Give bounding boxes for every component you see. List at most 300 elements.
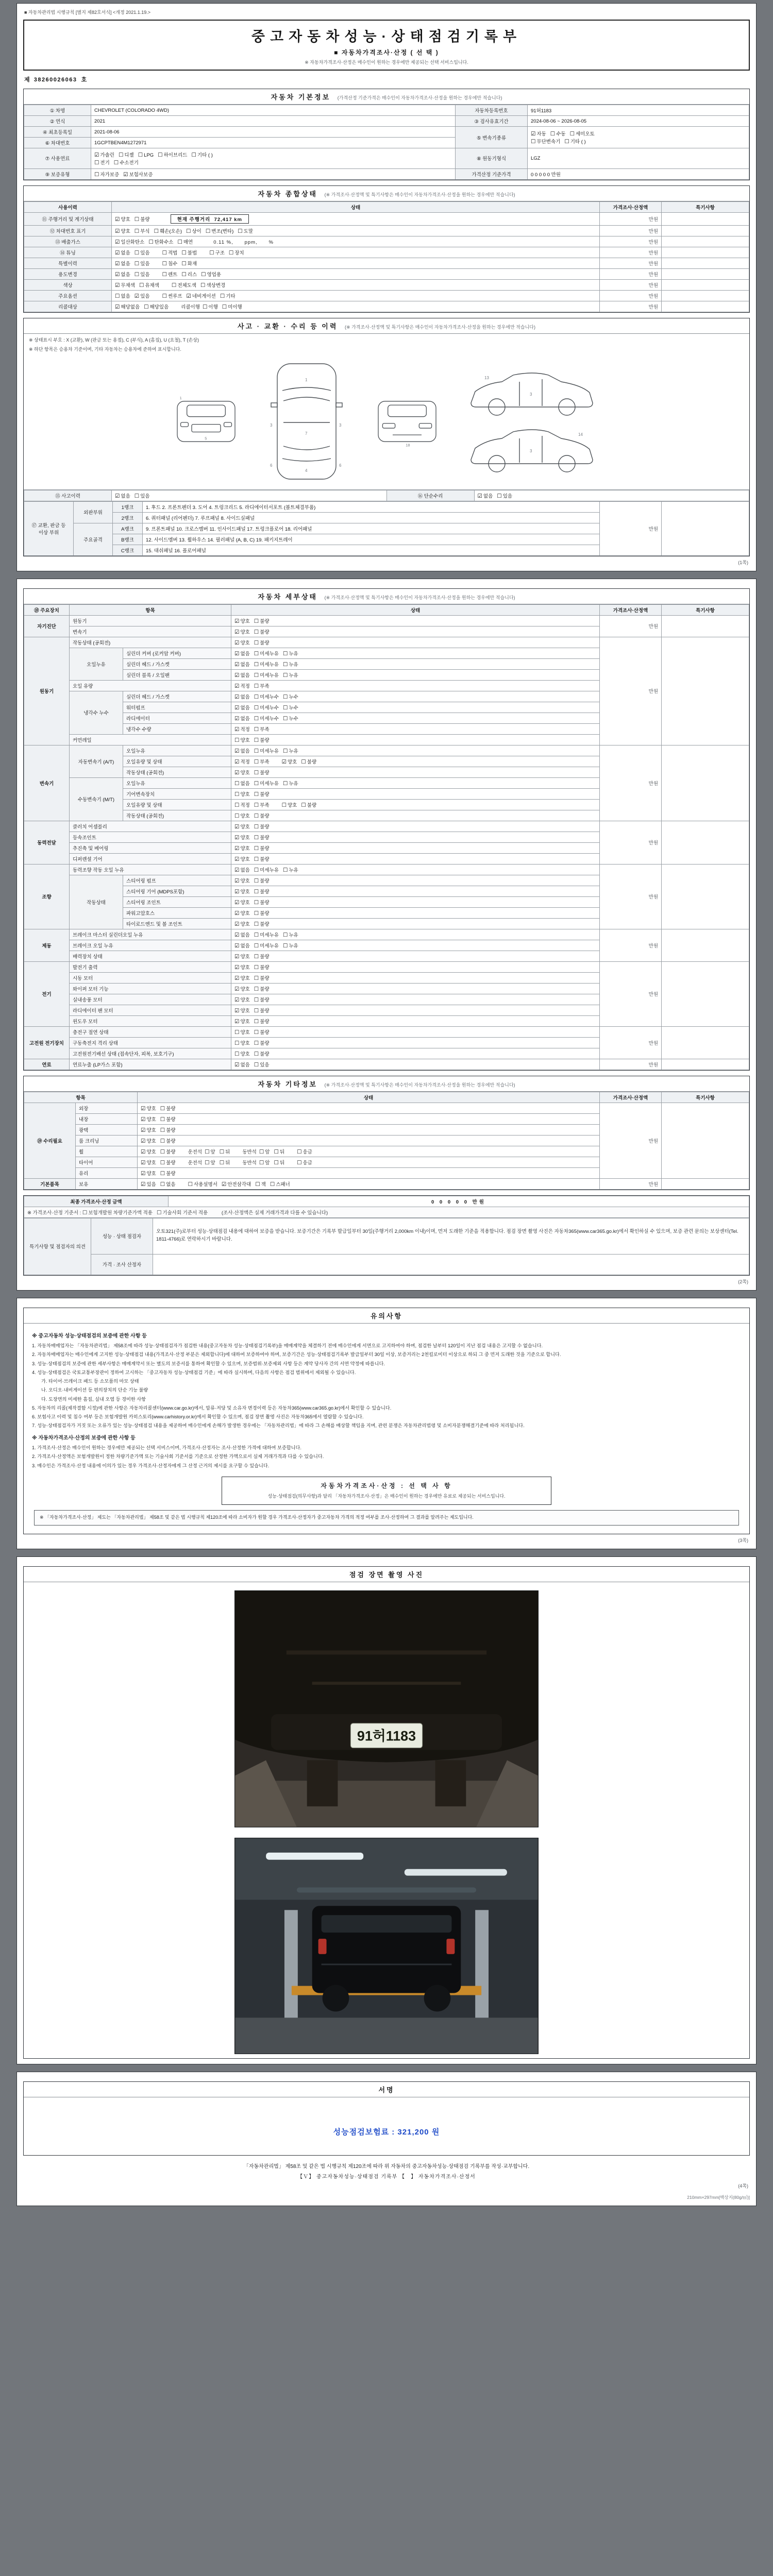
checkbox-label: 양호 <box>121 216 130 223</box>
checkbox-checked[interactable] <box>531 130 546 137</box>
checkbox[interactable] <box>94 171 119 178</box>
checkbox-label: 불량 <box>166 1138 176 1144</box>
checkbox[interactable] <box>254 963 270 971</box>
checkbox-checked[interactable] <box>234 660 250 668</box>
checkbox-checked[interactable] <box>234 909 250 917</box>
checkbox-checked[interactable] <box>123 171 153 178</box>
item-cell: 브레이크 오일 누유 <box>70 940 231 951</box>
checkbox-checked-icon: ☑ <box>234 661 240 668</box>
checkbox[interactable] <box>254 1007 270 1014</box>
checkbox-checked[interactable] <box>234 1061 250 1068</box>
price-cell: 만원 <box>600 637 662 745</box>
checkbox[interactable] <box>283 650 298 657</box>
checkbox[interactable] <box>119 151 134 158</box>
checkbox-checked[interactable] <box>234 920 250 927</box>
paper-spec: 210mm×297mm[백상지(80g/㎡)] <box>687 2195 750 2200</box>
check-options <box>234 792 282 798</box>
basic-info-note: (가격산정 기준가격은 매수인이 자동차가격조사·산정을 원하는 경우에만 적습니다) <box>337 95 502 100</box>
checkbox[interactable] <box>229 249 244 256</box>
checkbox[interactable] <box>564 138 585 145</box>
checkbox[interactable] <box>160 1126 176 1133</box>
table-row <box>24 105 749 116</box>
checkbox[interactable] <box>160 1180 176 1188</box>
checkbox-label: 이행 <box>208 304 218 310</box>
checkbox-checked[interactable] <box>234 996 250 1003</box>
item-cell: 원동기 <box>70 615 231 626</box>
checkbox[interactable] <box>255 1180 266 1188</box>
checkbox-checked[interactable] <box>187 292 216 299</box>
checkbox[interactable] <box>162 260 178 267</box>
checkbox-checked[interactable] <box>135 292 150 299</box>
checkbox-checked[interactable] <box>141 1126 156 1133</box>
checkbox-checked-icon: ☑ <box>234 769 240 776</box>
year-value: 2021 <box>91 116 456 127</box>
checkbox[interactable] <box>181 260 197 267</box>
checkbox[interactable] <box>181 249 197 256</box>
checkbox-label: 있음 <box>140 250 150 256</box>
checkbox[interactable] <box>154 227 182 234</box>
check-group <box>94 151 452 158</box>
checkbox[interactable] <box>254 660 279 668</box>
checkbox-icon: ☐ <box>282 931 288 938</box>
checkbox-checked[interactable] <box>234 888 250 895</box>
checkbox-checked[interactable] <box>234 682 250 689</box>
checkbox-label: 양호 <box>240 986 250 992</box>
checkbox-icon: ☐ <box>160 1148 165 1155</box>
price-cell: 만원 <box>600 615 662 637</box>
check-group <box>531 138 746 145</box>
checkbox[interactable] <box>157 1209 208 1216</box>
checkbox[interactable] <box>254 725 270 733</box>
checkbox[interactable] <box>234 779 250 787</box>
checkbox-checked[interactable] <box>115 281 135 289</box>
checkbox[interactable] <box>254 866 279 873</box>
checkbox[interactable] <box>254 899 270 906</box>
status-cell <box>112 268 600 279</box>
checkbox-label: 불량 <box>140 216 150 223</box>
checkbox-label: 양호 <box>240 1051 250 1057</box>
table-header-row <box>24 604 749 615</box>
checkbox[interactable] <box>160 1148 176 1155</box>
checkbox-label: 미세누수 <box>260 716 279 722</box>
checkbox[interactable] <box>254 1028 270 1036</box>
checkbox-checked[interactable] <box>234 769 250 776</box>
checkbox-label: 세미오토 <box>575 131 595 137</box>
etc-note: (※ 가격조사·산정액 및 특기사항은 매수인이 자동차가격조사·산정을 원하는 경우에만 적습니다) <box>324 1082 515 1088</box>
checkbox[interactable] <box>254 671 279 679</box>
checkbox[interactable] <box>234 1039 250 1046</box>
check-group <box>234 996 274 1003</box>
checkbox-icon: ☐ <box>255 1181 260 1188</box>
checkbox[interactable] <box>162 292 182 299</box>
checkbox[interactable] <box>283 931 298 938</box>
checkbox[interactable] <box>254 769 270 776</box>
check-options <box>234 630 282 635</box>
checkbox[interactable] <box>254 1050 270 1057</box>
checkbox[interactable] <box>254 693 279 700</box>
checkbox-icon: ☐ <box>181 249 187 256</box>
checkbox[interactable] <box>160 1115 176 1123</box>
checkbox[interactable] <box>254 996 270 1003</box>
checkbox-checked[interactable] <box>222 1180 251 1188</box>
checkbox[interactable] <box>297 1148 312 1155</box>
checkbox-checked-icon: ☑ <box>234 1018 240 1025</box>
checkbox-label: 부식 <box>140 228 150 234</box>
check-options <box>115 250 257 256</box>
checkbox[interactable] <box>160 1170 176 1177</box>
checkbox[interactable] <box>283 779 298 787</box>
checkbox-checked[interactable] <box>234 866 250 873</box>
checkbox-checked[interactable] <box>141 1159 156 1166</box>
status-cell <box>112 279 600 290</box>
checkbox-checked[interactable] <box>234 823 250 830</box>
page-marker-1: (1쪽) <box>738 560 748 565</box>
checkbox[interactable] <box>254 1061 270 1068</box>
notice-item: 1. 가격조사·산정은 매수인이 원하는 경우에만 제공되는 선택 서비스이며, 가격조사·산정자는 조사·산정한 가격에 대하여 보증합니다. <box>32 1445 301 1450</box>
checkbox-label: 디젤 <box>124 152 134 158</box>
checkbox-label: 불량 <box>260 921 270 927</box>
checkbox[interactable] <box>238 227 253 234</box>
checkbox[interactable] <box>254 985 270 992</box>
checkbox-checked[interactable] <box>115 492 130 499</box>
checkbox[interactable] <box>162 249 178 256</box>
checkbox-label: 자가보증 <box>100 172 120 178</box>
notice-item: 3. 매수인은 가격조사·산정 내용에 이의가 있는 경우 가격조사·산정자에게 그 산정 근거의 제시를 요구할 수 있습니다. <box>32 1463 270 1468</box>
checkbox-checked-icon: ☑ <box>477 493 482 499</box>
checkbox[interactable] <box>205 1148 215 1155</box>
checkbox-icon: ☐ <box>181 271 187 278</box>
checkbox[interactable] <box>282 801 297 808</box>
accident-legend-1: ※ 상태표시 부호 : X (교환), W (판금 또는 용접), C (부식), A (흠집), U (요철), T (손상) <box>29 337 199 343</box>
checkbox[interactable] <box>254 758 270 765</box>
checkbox[interactable] <box>203 303 218 310</box>
checkbox[interactable] <box>283 693 298 700</box>
status-cell <box>231 648 600 658</box>
checkbox[interactable] <box>115 292 130 299</box>
checkbox[interactable] <box>148 238 173 245</box>
checkbox-checked[interactable] <box>141 1137 156 1144</box>
checkbox-checked[interactable] <box>115 215 130 223</box>
checkbox[interactable] <box>234 1050 250 1057</box>
check-options <box>115 304 255 310</box>
checkbox[interactable] <box>234 790 250 798</box>
etc-table <box>24 1092 749 1190</box>
checkbox-label: 잭 <box>261 1181 266 1188</box>
checkbox[interactable] <box>270 1180 290 1188</box>
checkbox[interactable] <box>209 249 225 256</box>
checkbox[interactable] <box>254 834 270 841</box>
checkbox[interactable] <box>205 1159 215 1166</box>
appraiser-role-label: 가격 · 조사 산정자 <box>91 1254 153 1275</box>
license-plate-text: 91허1183 <box>357 1728 416 1744</box>
checkbox[interactable] <box>283 671 298 679</box>
status-cell <box>231 875 600 886</box>
checkbox[interactable] <box>200 281 225 289</box>
status-cell <box>231 929 600 940</box>
checkbox[interactable] <box>259 1159 270 1166</box>
status-cell <box>231 1048 600 1059</box>
accident-history-options <box>112 490 387 501</box>
checkbox-checked[interactable] <box>234 974 250 981</box>
checkbox-icon: ☐ <box>139 282 144 289</box>
checkbox-checked-icon: ☑ <box>234 888 240 895</box>
checkbox[interactable] <box>283 747 298 754</box>
checkbox[interactable] <box>254 1039 270 1046</box>
checkbox[interactable] <box>254 844 270 852</box>
checkbox-checked[interactable] <box>115 249 130 256</box>
checkbox-label: 안전삼각대 <box>227 1181 251 1188</box>
checkbox-checked[interactable] <box>234 704 250 711</box>
checkbox-checked[interactable] <box>115 303 140 310</box>
checkbox-checked[interactable] <box>234 1007 250 1014</box>
col-note: 특기사항 <box>662 604 749 615</box>
checkbox[interactable] <box>160 1105 176 1112</box>
checkbox[interactable] <box>254 974 270 981</box>
checkbox-label: 없음 <box>166 1181 176 1188</box>
checkbox[interactable] <box>254 931 279 938</box>
checkbox-checked[interactable] <box>115 238 144 245</box>
item-cell: 오일누유 <box>123 745 231 756</box>
checkbox-checked[interactable] <box>234 963 250 971</box>
checkbox[interactable] <box>254 888 270 895</box>
checkbox[interactable] <box>254 942 279 949</box>
item-cell: 유리 <box>76 1167 138 1178</box>
check-options <box>234 824 282 830</box>
detail-row <box>24 745 749 756</box>
check-group <box>234 1050 274 1057</box>
checkbox-checked[interactable] <box>234 725 250 733</box>
checkbox-checked[interactable] <box>234 693 250 700</box>
checkbox-checked[interactable] <box>234 650 250 657</box>
device-cell: 변속기 <box>24 745 70 821</box>
checkbox[interactable] <box>301 758 316 765</box>
checkbox-checked[interactable] <box>141 1180 156 1188</box>
checkbox[interactable] <box>254 628 270 635</box>
note-cell <box>662 615 749 637</box>
checkbox-icon: ☐ <box>205 1159 210 1166</box>
checkbox-checked[interactable] <box>234 1018 250 1025</box>
checkbox-checked[interactable] <box>234 639 250 646</box>
svg-text:1: 1 <box>305 377 308 382</box>
checkbox[interactable] <box>283 866 298 873</box>
status-cell <box>231 832 600 842</box>
checkbox[interactable] <box>222 303 242 310</box>
checkbox[interactable] <box>274 1148 284 1155</box>
checkbox[interactable] <box>220 292 236 299</box>
checkbox[interactable] <box>301 801 316 808</box>
checkbox[interactable] <box>206 227 233 234</box>
checkbox[interactable] <box>94 159 110 166</box>
checkbox-label: 없음 <box>240 716 250 722</box>
device-cell: 연료 <box>24 1059 70 1070</box>
checkbox[interactable] <box>254 909 270 917</box>
checkbox[interactable] <box>274 1159 284 1166</box>
checkbox[interactable] <box>531 138 560 145</box>
checkbox[interactable] <box>160 1137 176 1144</box>
checkbox[interactable] <box>162 270 178 278</box>
etc-title-text: 자동차 기타정보 <box>258 1080 317 1088</box>
check-group <box>234 855 274 862</box>
notice-price-survey-heading: ※ 자동차가격조사·산정의 보증에 관한 사항 등 <box>32 1435 136 1441</box>
checkbox-checked[interactable] <box>234 899 250 906</box>
checkbox-checked[interactable] <box>94 151 114 158</box>
checkbox-label: 미세누유 <box>260 662 279 668</box>
checkbox-checked[interactable] <box>141 1170 156 1177</box>
checkbox-checked[interactable] <box>234 844 250 852</box>
checkbox[interactable] <box>160 1159 176 1166</box>
checkbox[interactable] <box>259 1148 270 1155</box>
checkbox[interactable] <box>254 747 279 754</box>
checkbox[interactable] <box>283 704 298 711</box>
checkbox[interactable] <box>135 227 150 234</box>
checkbox[interactable] <box>234 1028 250 1036</box>
checkbox[interactable] <box>234 801 250 808</box>
checkbox-icon: ☐ <box>205 1148 210 1155</box>
checkbox[interactable] <box>254 715 279 722</box>
checkbox[interactable] <box>254 823 270 830</box>
item-cell: 내장 <box>76 1113 138 1124</box>
row-label: ⑬ 배출가스 <box>24 236 112 247</box>
svg-text:5: 5 <box>205 435 207 440</box>
checkbox[interactable] <box>550 130 566 137</box>
checkbox-checked[interactable] <box>234 617 250 624</box>
row-label: 주요옵션 <box>24 290 112 301</box>
checkbox[interactable] <box>497 492 512 499</box>
rank-b-label: B랭크 <box>113 534 143 545</box>
status-cell <box>231 669 600 680</box>
item-cell: 등속조인트 <box>70 832 231 842</box>
checkbox[interactable] <box>254 1018 270 1025</box>
checkbox[interactable] <box>82 1209 153 1216</box>
checkbox-checked[interactable] <box>234 877 250 884</box>
checkbox[interactable] <box>254 682 270 689</box>
checkbox[interactable] <box>144 303 169 310</box>
checkbox[interactable] <box>254 855 270 862</box>
checkbox[interactable] <box>254 801 270 808</box>
checkbox[interactable] <box>254 812 270 819</box>
checkbox-checked-icon: ☑ <box>234 650 240 657</box>
detail-row <box>24 637 749 648</box>
checkbox[interactable] <box>220 1148 230 1155</box>
checkbox[interactable] <box>297 1159 312 1166</box>
checkbox-checked[interactable] <box>115 227 130 234</box>
checkbox[interactable] <box>254 736 270 743</box>
check-options <box>115 494 162 499</box>
exchange-note-cell <box>662 501 749 555</box>
checkbox[interactable] <box>135 270 150 278</box>
checkbox[interactable] <box>220 1159 230 1166</box>
checkbox-checked[interactable] <box>234 628 250 635</box>
item-cell: 실린더 헤드 / 가스켓 <box>123 691 231 702</box>
accident-simple-table <box>24 490 749 501</box>
checkbox-checked[interactable] <box>141 1148 156 1155</box>
final-price-value <box>169 1196 749 1207</box>
checkbox[interactable] <box>177 238 193 245</box>
checkbox-label: 양호 <box>146 1138 156 1144</box>
check-options <box>234 835 282 841</box>
item-cell: 오일유량 및 상태 <box>123 799 231 810</box>
status-cell <box>231 896 600 907</box>
checkbox[interactable] <box>135 249 150 256</box>
checkbox-icon: ☐ <box>259 1159 264 1166</box>
checkbox-checked-icon: ☑ <box>141 1116 146 1123</box>
checkbox[interactable] <box>254 650 279 657</box>
first-reg-label: ④ 최초등록일 <box>24 127 91 138</box>
check-group <box>282 758 321 765</box>
checkbox-checked[interactable] <box>234 715 250 722</box>
checkbox-checked[interactable] <box>234 953 250 960</box>
checkbox[interactable] <box>254 617 270 624</box>
checkbox[interactable] <box>283 715 298 722</box>
checkbox-checked[interactable] <box>234 758 250 765</box>
checkbox[interactable] <box>201 270 221 278</box>
checkbox[interactable] <box>135 215 150 223</box>
checkbox[interactable] <box>254 639 270 646</box>
checkbox-checked[interactable] <box>282 758 297 765</box>
checkbox-checked-icon: ☑ <box>234 899 240 906</box>
signature-body <box>24 2097 749 2155</box>
checkbox[interactable] <box>139 281 159 289</box>
checkbox[interactable] <box>234 812 250 819</box>
checkbox[interactable] <box>254 790 270 798</box>
note-cell <box>662 745 749 821</box>
checkbox[interactable] <box>234 736 250 743</box>
checkbox[interactable] <box>138 152 154 158</box>
checkbox[interactable] <box>114 159 139 166</box>
check-options <box>234 749 311 754</box>
checkbox[interactable] <box>188 1180 217 1188</box>
checkbox-checked[interactable] <box>115 270 130 278</box>
checkbox-checked[interactable] <box>234 747 250 754</box>
check-options <box>234 1041 282 1046</box>
checkbox[interactable] <box>186 227 201 234</box>
checkbox[interactable] <box>570 130 595 137</box>
checkbox[interactable] <box>158 151 187 158</box>
checkbox-checked[interactable] <box>234 671 250 679</box>
checkbox-checked[interactable] <box>141 1115 156 1123</box>
checkbox[interactable] <box>135 260 150 267</box>
checkbox-label: 불량 <box>260 640 270 646</box>
checkbox-checked[interactable] <box>234 942 250 949</box>
checkbox[interactable] <box>254 877 270 884</box>
checkbox[interactable] <box>254 704 279 711</box>
checkbox[interactable] <box>254 920 270 927</box>
checkbox-checked[interactable] <box>234 931 250 938</box>
checkbox-checked[interactable] <box>141 1105 156 1112</box>
checkbox-checked[interactable] <box>234 985 250 992</box>
checkbox-label: 양호 <box>240 791 250 798</box>
checkbox[interactable] <box>181 270 197 278</box>
checkbox-checked[interactable] <box>234 855 250 862</box>
section-basic-info <box>23 89 750 180</box>
checkbox-checked[interactable] <box>478 492 493 499</box>
checkbox[interactable] <box>254 953 270 960</box>
check-group <box>141 1137 180 1144</box>
overall-title <box>24 186 749 201</box>
checkbox[interactable] <box>191 151 212 158</box>
checkbox[interactable] <box>172 281 196 289</box>
checkbox-checked[interactable] <box>234 834 250 841</box>
fuel-options <box>91 148 456 169</box>
checkbox-label: 양호 <box>240 835 250 841</box>
checkbox[interactable] <box>283 660 298 668</box>
footer-statement-2: 【Ｖ】 중고자동차성능·상태점검 기록부 【 】 자동차가격조사·산정서 <box>297 2174 476 2180</box>
checkbox[interactable] <box>254 779 279 787</box>
checkbox[interactable] <box>135 492 150 499</box>
checkbox-checked[interactable] <box>115 260 130 267</box>
item-cell: 실린더 헤드 / 가스켓 <box>123 658 231 669</box>
checkbox[interactable] <box>283 942 298 949</box>
